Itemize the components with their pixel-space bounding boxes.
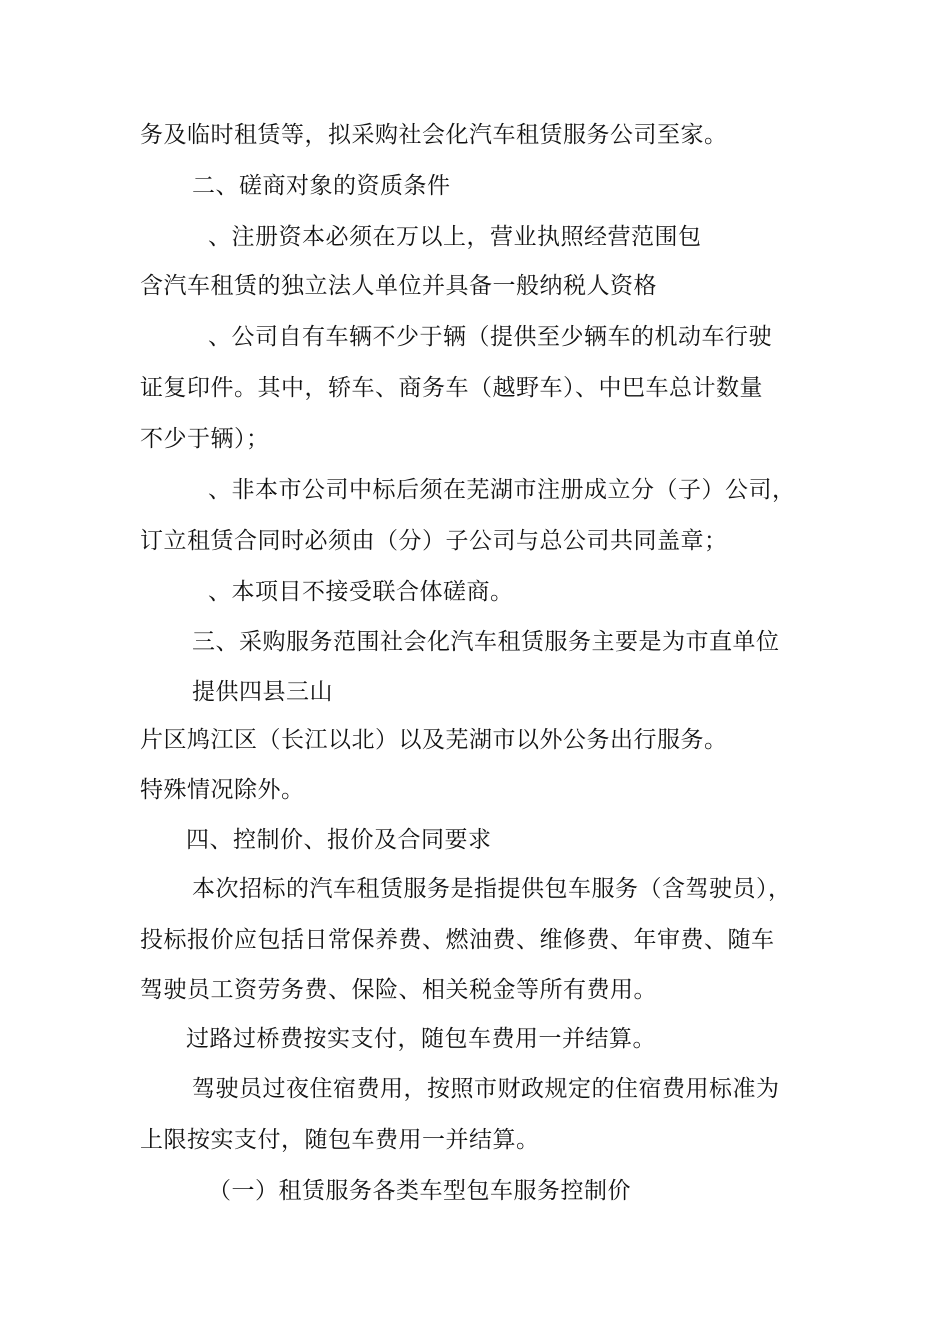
text-line: 不少于辆）； xyxy=(140,426,270,452)
text-line: 特殊情况除外。 xyxy=(140,777,305,803)
text-line: 、本项目不接受联合体磋商。 xyxy=(208,579,514,605)
text-line: 投标报价应包括日常保养费、燃油费、维修费、年审费、随车 xyxy=(140,927,775,953)
text-line: 含汽车租赁的独立法人单位并具备一般纳税人资格 xyxy=(140,273,657,299)
section-heading: 四、控制价、报价及合同要求 xyxy=(186,827,492,853)
text-line: 务及临时租赁等，拟采购社会化汽车租赁服务公司至家。 xyxy=(140,122,728,148)
subsection-heading: （一）租赁服务各类车型包车服务控制价 xyxy=(208,1178,631,1204)
text-line: 片区鸠江区（长江以北）以及芜湖市以外公务出行服务。 xyxy=(140,727,728,753)
text-line: 本次招标的汽车租赁服务是指提供包车服务（含驾驶员）， xyxy=(192,876,792,902)
section-heading: 三、采购服务范围社会化汽车租赁服务主要是为市直单位 xyxy=(192,629,780,655)
text-line: 、注册资本必须在万以上，营业执照经营范围包 xyxy=(208,224,702,250)
text-line: 上限按实支付，随包车费用一并结算。 xyxy=(140,1127,540,1153)
text-line: 、非本市公司中标后须在芜湖市注册成立分（子）公司， xyxy=(208,477,796,503)
section-heading: 二、磋商对象的资质条件 xyxy=(192,173,451,199)
text-line: 提供四县三山 xyxy=(192,679,333,705)
text-line: 驾驶员过夜住宿费用，按照市财政规定的住宿费用标准为 xyxy=(192,1076,780,1102)
text-line: 过路过桥费按实支付，随包车费用一并结算。 xyxy=(186,1026,656,1052)
text-line: 、公司自有车辆不少于辆（提供至少辆车的机动车行驶 xyxy=(208,324,772,350)
text-line: 证复印件。其中，轿车、商务车（越野车）、中巴车总计数量 xyxy=(140,375,763,401)
text-line: 驾驶员工资劳务费、保险、相关税金等所有费用。 xyxy=(140,977,657,1003)
text-line: 订立租赁合同时必须由（分）子公司与总公司共同盖章； xyxy=(140,528,728,554)
